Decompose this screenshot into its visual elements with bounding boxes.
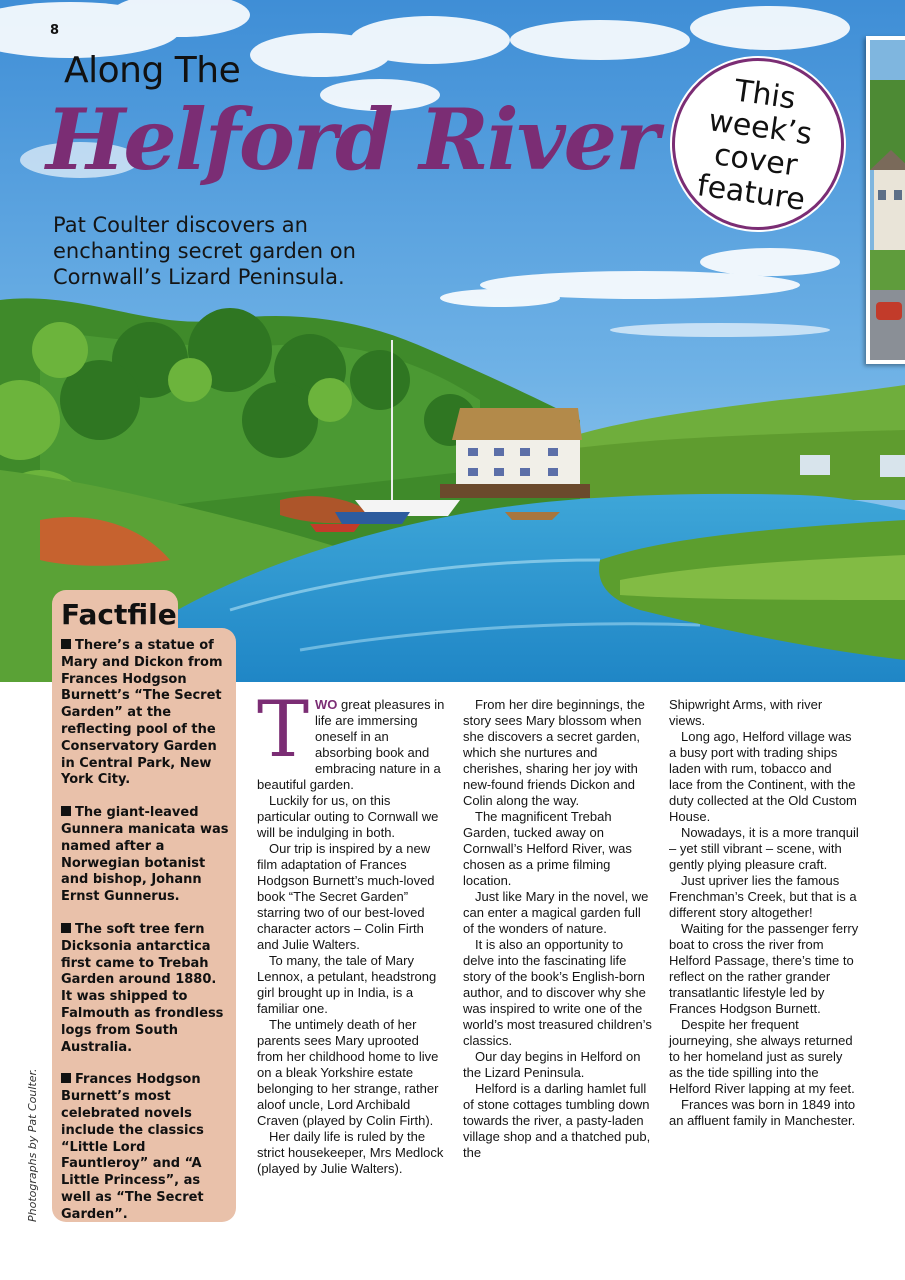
page-number: 8: [50, 23, 60, 38]
article-paragraph: The magnificent Trebah Garden, tucked away on Cornwall’s Helford River, was chosen as a prime filming location.: [463, 809, 632, 888]
opening-text: great pleasures in life are immersing oneself in an absorbing book and embracing nature in a beautiful garden.: [257, 697, 445, 792]
article-paragraph: Her daily life is ruled by the strict housekeeper, Mrs Medlock (played by Julie Walters).: [257, 1129, 444, 1176]
article-paragraph: Nowadays, it is a more tranquil – yet still vibrant – scene, with gently plying pleasure craft.: [669, 825, 859, 872]
article-paragraph: The untimely death of her parents sees Mary uprooted from her childhood home to live on a bleak Yorkshire estate belonging to her strange, rather aloof uncle, Lord Archibald Craven (played by Colin Firth).: [257, 1017, 439, 1128]
article-column-1: [257, 685, 447, 1177]
fact-item: [61, 638, 230, 789]
headline-kicker: Along The: [64, 50, 241, 91]
fact-text: Frances Hodgson Burnett’s most celebrated novels include the classics “Little Lord Fauntleroy” and “A Little Princess”, as well as “The Secret Garden”.: [61, 1072, 204, 1222]
article-paragraph: Just upriver lies the famous Frenchman’s Creek, but that is a different story altogether!: [669, 873, 857, 920]
fact-item: [61, 922, 230, 1056]
village-photo: [870, 40, 905, 360]
article-paragraph: Long ago, Helford village was a busy port with trading ships laden with rum, tobacco and lace from the Continent, with the duty collected at the Old Custom House.: [669, 729, 857, 824]
fact-text: There’s a statue of Mary and Dickon from Frances Hodgson Burnett’s “The Secret Garden” at the reflecting pool of the Conservatory Garden in Central Park, New York City.: [61, 638, 223, 788]
article-paragraph: Waiting for the passenger ferry boat to cross the river from Helford Passage, there’s time to reflect on the rather grander transatlantic lifestyle led by Frances Hodgson Burnett.: [669, 921, 859, 1016]
article-paragraph: To many, the tale of Mary Lennox, a petulant, headstrong girl brought up in India, is a familiar one.: [257, 953, 437, 1016]
article-paragraph: Despite her frequent journeying, she always returned to her homeland just as surely as the tide spilling into the Helford River lapping at my feet.: [669, 1017, 855, 1096]
article-paragraph: Helford is a darling hamlet full of stone cottages tumbling down towards the river, a pasty-laden village shop and a thatched pub, the: [463, 1081, 651, 1160]
fact-text: The giant-leaved Gunnera manicata was named after a Norwegian botanist and bishop, Johann Ernst Gunnerus.: [61, 805, 229, 905]
article-paragraph: Luckily for us, on this particular outing to Cornwall we will be indulging in both.: [257, 793, 439, 840]
article-paragraph: Our trip is inspired by a new film adaptation of Frances Hodgson Burnett’s much-loved book “The Secret Garden” starring two of our best-loved character actors – Colin Firth and Julie Walters.: [257, 841, 435, 952]
bullet-square-icon: [61, 806, 71, 816]
inset-photo: [866, 36, 905, 364]
bullet-square-icon: [61, 923, 71, 933]
factfile-box: [52, 628, 236, 1222]
fact-item: [61, 1072, 230, 1223]
article-paragraph-continued: Shipwright Arms, with river views.: [669, 697, 823, 728]
article-paragraph: Just like Mary in the novel, we can enter a magical garden full of the wonders of nature.: [463, 889, 649, 936]
factfile-title: Factfile: [61, 598, 177, 631]
bullet-square-icon: [61, 1073, 71, 1083]
article-opening-paragraph: [257, 685, 447, 793]
article-paragraph: Our day begins in Helford on the Lizard Peninsula.: [463, 1049, 641, 1080]
fact-item: [61, 805, 230, 906]
article-paragraph: From her dire beginnings, the story sees Mary blossom when she discovers a secret garden, which she nurtures and cherishes, sharing her joy with new-found friends Dickon and Colin along the way.: [463, 697, 645, 808]
article-column-2: [463, 697, 653, 1161]
standfirst: Pat Coulter discovers an enchanting secret garden on Cornwall’s Lizard Peninsula.: [53, 213, 356, 289]
article-paragraph: Frances was born in 1849 into an affluent family in Manchester.: [669, 1097, 856, 1128]
drop-cap: T: [257, 685, 310, 775]
lead-word: WO: [315, 697, 338, 712]
cover-badge-text: This week’s cover feature: [695, 73, 815, 218]
photo-credit: Photographs by Pat Coulter.: [26, 1068, 39, 1222]
bullet-square-icon: [61, 639, 71, 649]
article-column-3: [669, 697, 859, 1129]
article-paragraph: It is also an opportunity to delve into the fascinating life story of the book’s English-born author, and to discover why she was inspired to write one of the world’s most treasured children’s classics.: [463, 937, 652, 1048]
fact-text: The soft tree fern Dicksonia antarctica first came to Trebah Garden around 1880. It was shipped to Falmouth as frondless logs from South Australia.: [61, 921, 224, 1055]
mill-house-illustration: [440, 408, 590, 498]
headline-title: Helford River: [46, 90, 658, 189]
